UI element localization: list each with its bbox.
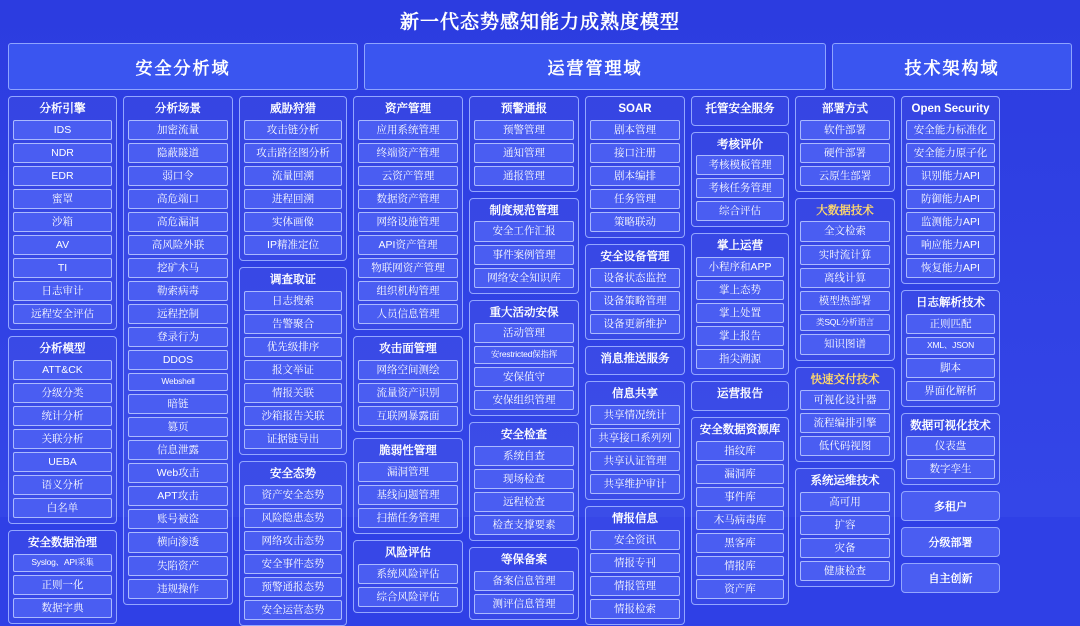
capability-item[interactable]: 情报管理: [590, 576, 680, 596]
group-title: 数据可视化技术: [910, 419, 991, 432]
group-card: [691, 381, 789, 411]
capability-item[interactable]: 可视化设计器: [800, 390, 890, 410]
capability-item[interactable]: 基线问题管理: [358, 485, 458, 505]
capability-item[interactable]: 情报检索: [590, 599, 680, 619]
group-card: [353, 438, 463, 534]
diagram-column-4: [353, 96, 463, 613]
capability-item[interactable]: 共享情况统计: [590, 405, 680, 425]
capability-item[interactable]: Syslog、API采集: [13, 554, 112, 572]
group-card: [353, 540, 463, 613]
capability-item[interactable]: 离线计算: [800, 268, 890, 288]
group-item-list: [800, 120, 890, 186]
capability-item[interactable]: 网络安全知识库: [474, 268, 574, 288]
capability-item[interactable]: 信息泄露: [128, 440, 228, 460]
capability-item[interactable]: 攻击链分析: [244, 120, 342, 140]
capability-item[interactable]: 软件部署: [800, 120, 890, 140]
group-item-list: [590, 120, 680, 232]
group-card: [8, 96, 117, 330]
group-title: 攻击面管理: [379, 343, 437, 356]
group-card: [8, 336, 117, 524]
capability-item[interactable]: 高可用: [800, 492, 890, 512]
group-card: [239, 267, 347, 455]
capability-item[interactable]: 报文举证: [244, 360, 342, 380]
group-card: [585, 381, 685, 500]
capability-item[interactable]: 情报库: [696, 556, 784, 576]
group-item-list: [800, 390, 890, 456]
group-title: 分析模型: [39, 343, 86, 356]
capability-item[interactable]: 安全资讯: [590, 530, 680, 550]
capability-item[interactable]: DDOS: [128, 350, 228, 370]
group-title: 掌上运营: [717, 240, 763, 253]
group-item-list: [906, 314, 995, 401]
capability-item[interactable]: IP精准定位: [244, 235, 342, 255]
group-card: [901, 290, 1000, 407]
group-item-list: [358, 564, 458, 607]
capability-item[interactable]: 安保组织管理: [474, 390, 574, 410]
group-item-list: [906, 436, 995, 479]
capability-item[interactable]: 远程检查: [474, 492, 574, 512]
group-card: [795, 198, 895, 361]
capability-item[interactable]: AV: [13, 235, 112, 255]
group-title: 分析引擎: [39, 103, 86, 115]
capability-item[interactable]: 共享维护审计: [590, 474, 680, 494]
capability-item[interactable]: 扩容: [800, 515, 890, 535]
group-card: [585, 244, 685, 340]
capability-item[interactable]: Webshell: [128, 373, 228, 391]
group-card: [691, 132, 789, 228]
capability-item[interactable]: 网络空间测绘: [358, 360, 458, 380]
capability-item[interactable]: 通报管理: [474, 166, 574, 186]
capability-item[interactable]: 防御能力API: [906, 189, 995, 209]
capability-item[interactable]: 资产安全态势: [244, 485, 342, 505]
capability-item[interactable]: 扫描任务管理: [358, 508, 458, 528]
capability-item[interactable]: 云资产管理: [358, 166, 458, 186]
capability-item[interactable]: 系统自查: [474, 446, 574, 466]
capability-item[interactable]: 测评信息管理: [474, 594, 574, 614]
diagram-column-3: [239, 96, 347, 626]
capability-item[interactable]: 高风险外联: [128, 235, 228, 255]
columns-container: [8, 96, 1072, 626]
capability-item[interactable]: 失陷资产: [128, 556, 228, 576]
group-title: 运营报告: [717, 388, 763, 401]
diagram-column-6: [585, 96, 685, 625]
group-title: 消息推送服务: [600, 352, 670, 365]
capability-item[interactable]: 接口注册: [590, 143, 680, 163]
capability-item[interactable]: 共享认证管理: [590, 451, 680, 471]
capability-item[interactable]: 事件库: [696, 487, 784, 507]
group-card: [239, 461, 347, 626]
capability-item[interactable]: 硬件部署: [800, 143, 890, 163]
capability-item[interactable]: 优先级排序: [244, 337, 342, 357]
capability-item[interactable]: 互联网暴露面: [358, 406, 458, 426]
capability-item[interactable]: 日志审计: [13, 281, 112, 301]
group-card: [469, 547, 579, 620]
capability-item[interactable]: 资产库: [696, 579, 784, 599]
group-item-list: [474, 323, 574, 410]
capability-item[interactable]: 实体画像: [244, 212, 342, 232]
group-title: 重大活动安保: [489, 306, 559, 319]
capability-item[interactable]: 小程序和APP: [696, 257, 784, 277]
group-card: [691, 96, 789, 126]
group-card: [585, 96, 685, 238]
capability-item[interactable]: 任务管理: [590, 189, 680, 209]
group-title: 信息共享: [612, 388, 658, 401]
capability-item[interactable]: 预警管理: [474, 120, 574, 140]
group-card: [353, 336, 463, 432]
group-title: 资产管理: [385, 103, 431, 115]
capability-item[interactable]: 隐蔽隧道: [128, 143, 228, 163]
capability-item[interactable]: 登录行为: [128, 327, 228, 347]
capability-item[interactable]: 网络设施管理: [358, 212, 458, 232]
group-item-list: [800, 492, 890, 581]
capability-item[interactable]: 剧本管理: [590, 120, 680, 140]
capability-item[interactable]: 灾备: [800, 538, 890, 558]
capability-item[interactable]: 安保值守: [474, 367, 574, 387]
capability-item[interactable]: 界面化解析: [906, 381, 995, 401]
capability-item[interactable]: APT攻击: [128, 486, 228, 506]
capability-item[interactable]: 低代码视图: [800, 436, 890, 456]
diagram-column-9: [901, 96, 1000, 593]
group-card: [795, 96, 895, 192]
capability-item[interactable]: 掌上处置: [696, 303, 784, 323]
capability-item[interactable]: 剧本编排: [590, 166, 680, 186]
domain-header-technical-architecture: 技术架构域: [832, 43, 1072, 90]
capability-item[interactable]: 设备更新维护: [590, 314, 680, 334]
group-item-list: [474, 221, 574, 287]
group-title: 情报信息: [612, 513, 658, 526]
group-card: [585, 506, 685, 625]
group-title: 威胁狩猎: [270, 103, 316, 115]
group-title: 托管安全服务: [705, 103, 775, 115]
capability-item[interactable]: 进程回溯: [244, 189, 342, 209]
capability-item[interactable]: 考核模板管理: [696, 155, 784, 175]
group-item-list: [128, 120, 228, 599]
capability-item[interactable]: 策略联动: [590, 212, 680, 232]
capability-item[interactable]: 掌上报告: [696, 326, 784, 346]
capability-item[interactable]: 分级分类: [13, 383, 112, 403]
group-card: [239, 96, 347, 261]
capability-item[interactable]: 违规操作: [128, 579, 228, 599]
group-title: 制度规范管理: [489, 204, 559, 217]
domain-header-security-analysis: 安全分析域: [8, 43, 358, 90]
capability-item[interactable]: 日志搜索: [244, 291, 342, 311]
group-card: [353, 96, 463, 330]
capability-item[interactable]: 弱口令: [128, 166, 228, 186]
group-title: 安全检查: [501, 429, 547, 442]
group-item-list: [358, 360, 458, 426]
capability-item[interactable]: 综合风险评估: [358, 587, 458, 607]
capability-item[interactable]: 仪表盘: [906, 436, 995, 456]
capability-item[interactable]: 备案信息管理: [474, 571, 574, 591]
capability-item[interactable]: 安全运营态势: [244, 600, 342, 620]
capability-item[interactable]: 挖矿木马: [128, 258, 228, 278]
capability-item[interactable]: 知识图谱: [800, 334, 890, 354]
group-item-list: [13, 554, 112, 618]
capability-item[interactable]: 响应能力API: [906, 235, 995, 255]
group-item-list: [590, 405, 680, 494]
capability-item[interactable]: 安全能力标准化: [906, 120, 995, 140]
capability-item[interactable]: 实时流计算: [800, 245, 890, 265]
capability-item[interactable]: 事件案例管理: [474, 245, 574, 265]
capability-item[interactable]: 证据链导出: [244, 429, 342, 449]
capability-item[interactable]: 监测能力API: [906, 212, 995, 232]
capability-item[interactable]: 健康检查: [800, 561, 890, 581]
group-item-list: [800, 221, 890, 354]
capability-item[interactable]: 设备状态监控: [590, 268, 680, 288]
capability-item[interactable]: EDR: [13, 166, 112, 186]
capability-item[interactable]: 情报关联: [244, 383, 342, 403]
capability-item[interactable]: 高危漏洞: [128, 212, 228, 232]
standalone-capability[interactable]: 多租户: [901, 491, 1000, 521]
capability-item[interactable]: 人员信息管理: [358, 304, 458, 324]
capability-item[interactable]: 脚本: [906, 358, 995, 378]
capability-item[interactable]: 白名单: [13, 498, 112, 518]
group-card: [795, 367, 895, 463]
capability-item[interactable]: Web攻击: [128, 463, 228, 483]
group-card: [795, 468, 895, 587]
capability-item[interactable]: 数据资产管理: [358, 189, 458, 209]
capability-item[interactable]: 指纹库: [696, 441, 784, 461]
group-item-list: [696, 257, 784, 369]
capability-item[interactable]: 告警聚合: [244, 314, 342, 334]
capability-item[interactable]: IDS: [13, 120, 112, 140]
capability-item[interactable]: ATT&CK: [13, 360, 112, 380]
capability-item[interactable]: 掌上态势: [696, 280, 784, 300]
capability-item[interactable]: 组织机构管理: [358, 281, 458, 301]
diagram-column-8: [795, 96, 895, 587]
capability-item[interactable]: 横向渗透: [128, 532, 228, 552]
group-title: 等保备案: [501, 554, 547, 567]
group-card: [901, 96, 1000, 284]
capability-item[interactable]: 漏洞库: [696, 464, 784, 484]
group-title: 分析场景: [155, 103, 201, 115]
group-title: 考核评价: [717, 138, 763, 151]
capability-item[interactable]: 勒索病毒: [128, 281, 228, 301]
capability-item[interactable]: 预警通报态势: [244, 577, 342, 597]
group-card: [469, 96, 579, 192]
group-title: 部署方式: [822, 103, 868, 115]
capability-item[interactable]: 通知管理: [474, 143, 574, 163]
group-item-list: [474, 120, 574, 186]
capability-item[interactable]: 漏洞管理: [358, 462, 458, 482]
capability-item[interactable]: 远程安全评估: [13, 304, 112, 324]
capability-item[interactable]: 设备策略管理: [590, 291, 680, 311]
capability-item[interactable]: 安全事件态势: [244, 554, 342, 574]
capability-item[interactable]: NDR: [13, 143, 112, 163]
capability-item[interactable]: 综合评估: [696, 201, 784, 221]
group-title: 安全设备管理: [600, 250, 670, 263]
standalone-capability[interactable]: 自主创新: [901, 563, 1000, 593]
capability-item[interactable]: 语义分析: [13, 475, 112, 495]
group-card: [691, 233, 789, 375]
capability-item[interactable]: 系统风险评估: [358, 564, 458, 584]
capability-item[interactable]: 物联网资产管理: [358, 258, 458, 278]
capability-item[interactable]: 网络攻击态势: [244, 531, 342, 551]
capability-item[interactable]: 数字孪生: [906, 459, 995, 479]
group-card: [123, 96, 233, 605]
capability-item[interactable]: 加密流量: [128, 120, 228, 140]
capability-item[interactable]: 应用系统管理: [358, 120, 458, 140]
capability-item[interactable]: 全文检索: [800, 221, 890, 241]
capability-item[interactable]: 账号被盗: [128, 509, 228, 529]
capability-item[interactable]: 篡页: [128, 417, 228, 437]
capability-item[interactable]: 沙箱报告关联: [244, 406, 342, 426]
capability-item[interactable]: 指尖溯源: [696, 349, 784, 369]
capability-item[interactable]: 高危端口: [128, 189, 228, 209]
capability-item[interactable]: 安全工作汇报: [474, 221, 574, 241]
capability-item[interactable]: 安restricted保指挥: [474, 346, 574, 364]
capability-item[interactable]: 检查支撑要素: [474, 515, 574, 535]
capability-item[interactable]: 类SQL分析语言: [800, 314, 890, 332]
group-title: 日志解析技术: [916, 297, 985, 310]
capability-item[interactable]: 关联分析: [13, 429, 112, 449]
group-item-list: [696, 155, 784, 221]
capability-item[interactable]: UEBA: [13, 452, 112, 472]
group-title: 风险评估: [385, 546, 431, 559]
capability-item[interactable]: API资产管理: [358, 235, 458, 255]
capability-item[interactable]: 黑客库: [696, 533, 784, 553]
page-title: 新一代态势感知能力成熟度模型: [399, 12, 680, 33]
capability-item[interactable]: 恢复能力API: [906, 258, 995, 278]
capability-item[interactable]: 远程控制: [128, 304, 228, 324]
capability-item[interactable]: 正则匹配: [906, 314, 995, 334]
capability-item[interactable]: 云原生部署: [800, 166, 890, 186]
diagram-column-5: [469, 96, 579, 620]
capability-item[interactable]: 考核任务管理: [696, 178, 784, 198]
diagram-column-2: [123, 96, 233, 605]
capability-item[interactable]: 风险隐患态势: [244, 508, 342, 528]
group-item-list: [13, 360, 112, 518]
capability-item[interactable]: TI: [13, 258, 112, 278]
capability-item[interactable]: 流程编排引擎: [800, 413, 890, 433]
capability-item[interactable]: 蜜罩: [13, 189, 112, 209]
group-item-list: [358, 462, 458, 528]
group-card: [469, 422, 579, 541]
capability-item[interactable]: 现场检查: [474, 469, 574, 489]
group-title: 预警通报: [501, 103, 547, 115]
group-item-list: [474, 571, 574, 614]
capability-item[interactable]: 共享接口系列列: [590, 428, 680, 448]
group-title: 系统运维技术: [810, 475, 880, 488]
diagram-column-7: [691, 96, 789, 605]
group-item-list: [906, 120, 995, 278]
group-item-list: [13, 120, 112, 325]
group-card: [469, 198, 579, 294]
diagram-column-1: [8, 96, 117, 624]
group-title: 调查取证: [270, 274, 316, 287]
capability-item[interactable]: 安全能力原子化: [906, 143, 995, 163]
capability-item[interactable]: 统计分析: [13, 406, 112, 426]
group-card: [585, 346, 685, 376]
group-item-list: [590, 530, 680, 619]
group-title: 快速交付技术: [810, 373, 880, 386]
capability-item[interactable]: 数据字典: [13, 598, 112, 618]
capability-item[interactable]: 正则一化: [13, 575, 112, 595]
group-item-list: [244, 120, 342, 255]
capability-item[interactable]: 流量资产识别: [358, 383, 458, 403]
group-item-list: [244, 291, 342, 449]
group-title: 安全数据资源库: [699, 424, 781, 437]
group-card: [691, 417, 789, 605]
capability-item[interactable]: 沙箱: [13, 212, 112, 232]
group-title: 大数据技术: [816, 204, 874, 217]
group-item-list: [244, 485, 342, 620]
group-title: Open Security: [911, 103, 990, 115]
domain-header-row: [8, 43, 1072, 90]
capability-item[interactable]: 活动管理: [474, 323, 574, 343]
capability-item[interactable]: 木马病毒库: [696, 510, 784, 530]
group-title: 安全态势: [270, 468, 316, 481]
capability-item[interactable]: 暗链: [128, 394, 228, 414]
group-title: SOAR: [618, 103, 652, 115]
group-item-list: [474, 446, 574, 535]
group-item-list: [358, 120, 458, 325]
capability-item[interactable]: 识别能力API: [906, 166, 995, 186]
capability-item[interactable]: 情报专刊: [590, 553, 680, 573]
capability-item[interactable]: 攻击路径图分析: [244, 143, 342, 163]
group-title: 脆弱性管理: [379, 445, 437, 458]
group-title: 安全数据治理: [28, 537, 97, 550]
group-item-list: [696, 441, 784, 599]
domain-header-operations-management: 运营管理域: [364, 43, 826, 90]
capability-item[interactable]: 终端资产管理: [358, 143, 458, 163]
group-item-list: [590, 268, 680, 334]
group-card: [469, 300, 579, 417]
standalone-capability[interactable]: 分级部署: [901, 527, 1000, 557]
capability-item[interactable]: XML、JSON: [906, 337, 995, 355]
capability-item[interactable]: 模型热部署: [800, 291, 890, 311]
capability-item[interactable]: 流量回溯: [244, 166, 342, 186]
group-card: [8, 530, 117, 624]
group-card: [901, 413, 1000, 486]
